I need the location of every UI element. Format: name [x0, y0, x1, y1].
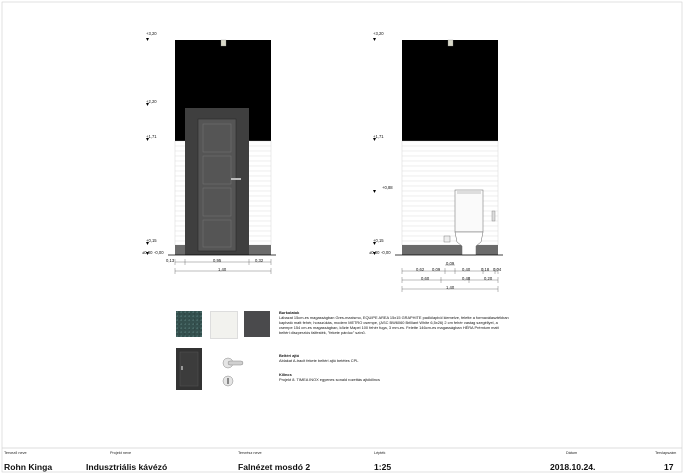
- dimension-label: 1,40: [218, 267, 227, 272]
- level-label: +0,15: [373, 238, 384, 243]
- swatch-graphite-tile: [176, 311, 202, 337]
- date-value: 2018.10.24.: [550, 462, 596, 472]
- level-label: +2,20: [146, 99, 157, 104]
- materials-text-2: Felette 146cm-es magasságban HÉRA Prémium matt beltéri diszperziós falfesték, "fekete párduc" színű.: [279, 325, 499, 336]
- elevation-right: [373, 38, 503, 292]
- door-text: Ablakat A-tracit fekete beltéri ajtó betétes CPL: [279, 358, 359, 364]
- sheet-number: 17: [664, 462, 674, 472]
- paper-holder-icon: [444, 236, 450, 242]
- dimension-label: 0,09: [446, 261, 455, 266]
- wall-paint-right: [402, 40, 498, 141]
- swatch-white-tile: [210, 311, 238, 339]
- level-label: -0,00: [154, 250, 164, 255]
- footer-label-project: Projekt neve: [110, 451, 132, 455]
- level-label: +3,20: [373, 31, 384, 36]
- level-label: ±0,00: [369, 250, 380, 255]
- door-handle-icon: [231, 178, 241, 180]
- door-handle-thumbnail-icon: [222, 356, 244, 388]
- materials-text: Lábazat 15cm-es magasságban Gres-maxismo, EQUIPE AREA 15x15 GRAPHITE padlólapból kiemelve, felette a formaválasztékban kapható matt fehér, hosszúkás, modern METRO csempe, (ASC BW6060 Brilliant White 6,5x26) 2 cm fehér vastag szegéllyel, a csempe 154 cm-es magasságban, kőzte Mapei 100 fehér fuga, 3 mm-es.: [279, 315, 509, 331]
- scale-value: 1:25: [374, 462, 392, 472]
- level-label: +3,20: [146, 31, 157, 36]
- level-label: -0,00: [381, 250, 391, 255]
- handle-description: [279, 372, 509, 382]
- project-name: Indusztriális kávézó: [86, 462, 168, 472]
- dimension-label: 1,40: [446, 285, 455, 290]
- door-thumbnail-icon: [176, 348, 202, 390]
- dimension-label: 0,18: [481, 267, 490, 272]
- level-label: ±0,00: [142, 250, 153, 255]
- dimension-label: 0,60: [421, 276, 430, 281]
- dimension-label: 0,09: [432, 267, 441, 272]
- footer-label-scale: Lépték: [374, 451, 386, 455]
- towel-holder-icon: [492, 211, 495, 221]
- dimension-label: 0,32: [255, 258, 264, 263]
- elevation-left: [146, 38, 276, 274]
- footer-label-sheet-name: Tervrész neve: [238, 451, 262, 455]
- swatch-black-paint: [244, 311, 270, 337]
- dimension-label: 0,40: [462, 267, 471, 272]
- door-title: Beltéri ajtó: [279, 353, 300, 358]
- plinth-right: [402, 245, 498, 255]
- dimension-label: 0,04: [493, 267, 502, 272]
- handle-title: Kilincs: [279, 372, 292, 377]
- sheet-name: Falnézet mosdó 2: [238, 462, 311, 472]
- designer-name: Rohn Kinga: [4, 462, 53, 472]
- dimension-label: 0,62: [416, 267, 425, 272]
- lamp-icon: [448, 40, 453, 46]
- level-label: +0,88: [382, 185, 393, 190]
- footer-label-sheet-number: Tervlapszám: [655, 451, 677, 455]
- dimension-label: 0,40: [462, 276, 471, 281]
- level-label: +0,15: [146, 238, 157, 243]
- door-description: [279, 353, 509, 363]
- wc-cistern-icon: [455, 190, 483, 232]
- lamp-icon: [221, 40, 226, 46]
- dimension-label: 0,13: [166, 258, 175, 263]
- materials-title: Burkolatok: [279, 310, 300, 315]
- dimension-label: 0,20: [484, 276, 493, 281]
- dimension-label: 0,95: [213, 258, 222, 263]
- tile-area-right: [402, 141, 498, 245]
- level-label: +1,71: [146, 134, 157, 139]
- materials-description: [279, 310, 509, 335]
- footer-label-designer: Tervező neve: [4, 451, 27, 455]
- footer-label-date: Dátum: [566, 451, 578, 455]
- level-label: +1,71: [373, 134, 384, 139]
- handle-text: Projekt 8. TIMEA INOX egyenes sonald rozettás ajtókilincs: [279, 377, 380, 383]
